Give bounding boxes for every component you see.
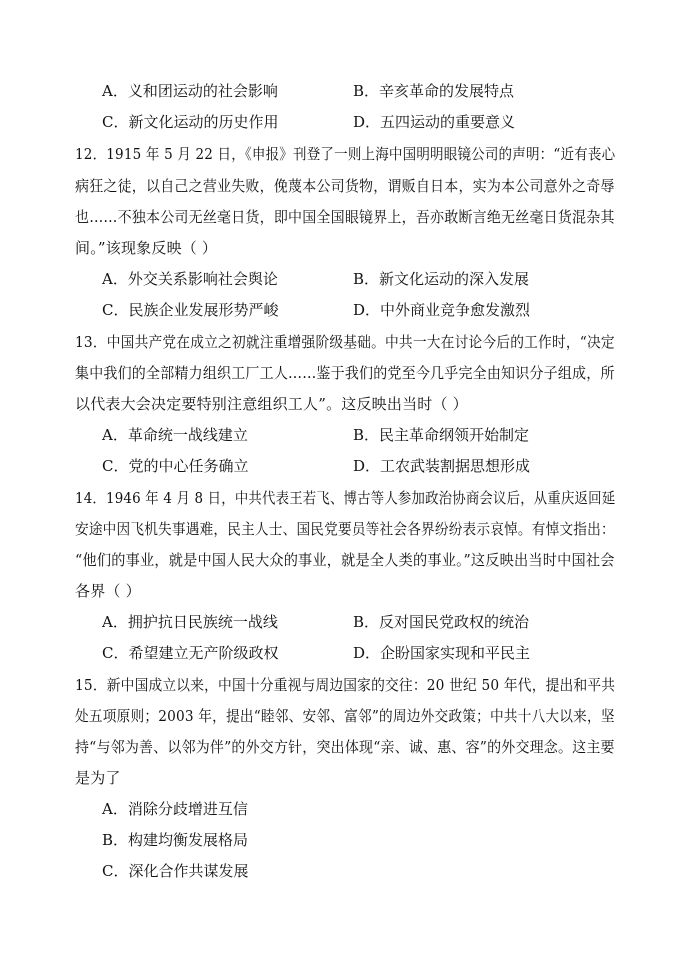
q13-option-a: A．革命统一战线建立 xyxy=(102,426,248,444)
q12-stem-line-4: 间。”该现象反映（ ） xyxy=(75,239,218,257)
q14-option-c: C．希望建立无产阶级政权 xyxy=(102,644,279,662)
q13-stem-line-1: 13．中国共产党在成立之初就注重增强阶级基础。中共一大在讨论今后的工作时，“决定 xyxy=(75,333,615,351)
q14-stem-line-4: 各界（ ） xyxy=(75,582,141,600)
q12-option-c: C．民族企业发展形势严峻 xyxy=(102,301,279,319)
q12-stem-line-2: 病狂之徒，以自己之营业失败，俛蔑本公司货物，谓贩自日本，实为本公司意外之奇辱 xyxy=(75,177,615,195)
q13-option-c: C．党的中心任务确立 xyxy=(102,457,249,475)
q15-stem-line-2: 处五项原则；2003 年，提出“睦邻、安邻、富邻”的周边外交政策；中共十八大以来，坚 xyxy=(75,707,615,725)
q13-stem-line-2: 集中我们的全部精力组织工厂工人……鉴于我们的党至今几乎完全由知识分子组成，所 xyxy=(75,364,615,382)
q12-stem-line-3: 也……不独本公司无丝毫日货，即中国全国眼镜界上，吾亦敢断言绝无丝毫日货混杂其 xyxy=(75,208,615,226)
q14-option-a: A．拥护抗日民族统一战线 xyxy=(102,613,278,631)
q14-stem-line-2: 安途中因飞机失事遇难，民主人士、国民党要员等社会各界纷纷表示哀悼。有悼文指出： xyxy=(75,520,615,538)
q13-option-d: D．工农武装割据思想形成 xyxy=(353,457,531,475)
q15-option-a: A．消除分歧增进互信 xyxy=(102,800,248,818)
q15-stem-line-4: 是为了 xyxy=(75,769,121,787)
q15-stem-line-3: 持“与邻为善、以邻为伴”的外交方针，突出体现“亲、诚、惠、容”的外交理念。这主要 xyxy=(75,738,615,756)
q11-option-b: B．辛亥革命的发展特点 xyxy=(353,82,515,100)
q13-stem-line-3: 以代表大会决定要特别注意组织工人”。这反映出当时（ ） xyxy=(75,395,468,413)
q14-stem-line-1: 14．1946 年 4 月 8 日，中共代表王若飞、博古等人参加政治协商会议后，从重庆返回延 xyxy=(75,489,616,507)
q14-option-d: D．企盼国家实现和平民主 xyxy=(353,644,531,662)
q12-option-d: D．中外商业竞争愈发激烈 xyxy=(353,301,531,319)
q14-stem-line-3: “他们的事业，就是中国人民大众的事业，就是全人类的事业。”这反映出当时中国社会 xyxy=(75,551,615,569)
q11-option-a: A．义和团运动的社会影响 xyxy=(102,82,278,100)
q12-stem-line-1: 12．1915 年 5 月 22 日，《申报》刊登了一则上海中国明明眼镜公司的声明：“近有丧心 xyxy=(75,145,616,163)
q12-option-a: A．外交关系影响社会舆论 xyxy=(102,270,278,288)
q13-option-b: B．民主革命纲领开始制定 xyxy=(353,426,530,444)
q11-option-d: D．五四运动的重要意义 xyxy=(353,113,516,131)
q11-option-c: C．新文化运动的历史作用 xyxy=(102,113,279,131)
q15-stem-line-1: 15．新中国成立以来，中国十分重视与周边国家的交往：20 世纪 50 年代，提出和平共 xyxy=(75,676,616,694)
q15-option-b: B．构建均衡发展格局 xyxy=(102,831,249,849)
q14-option-b: B．反对国民党政权的统治 xyxy=(353,613,530,631)
q15-option-c: C．深化合作共谋发展 xyxy=(102,862,249,880)
q12-option-b: B．新文化运动的深入发展 xyxy=(353,270,530,288)
